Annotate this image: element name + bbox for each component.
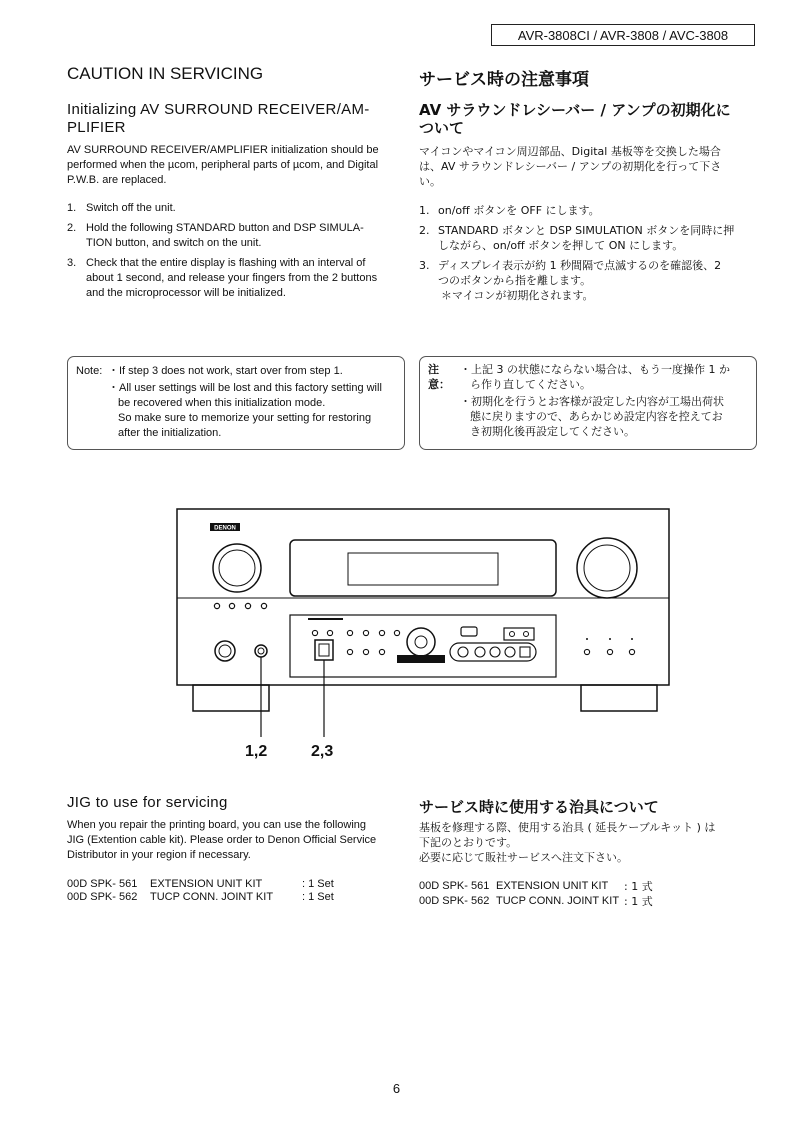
usb-port <box>461 627 477 636</box>
display-screen <box>348 553 498 585</box>
step-number: 1. <box>67 202 77 214</box>
tone-buttons <box>584 649 634 654</box>
model-number-box: AVR-3808CI / AVR-3808 / AVC-3808 <box>491 24 755 46</box>
text-line: ディスプレイ表示が約 1 秒間隔で点滅するのを確認後、2 <box>438 259 722 272</box>
note-box-en <box>67 356 405 450</box>
text-line: ら作り直してください。 <box>470 378 591 391</box>
kit-qty: : 1 Set <box>302 891 334 903</box>
callout-standard: 2,3 <box>311 743 334 760</box>
text-line: be recovered when this initialization mode. <box>118 397 326 409</box>
step-number: 3. <box>419 259 430 272</box>
kit-code: 00D SPK- 561 <box>67 878 138 890</box>
receiver-drawing <box>175 505 670 775</box>
text-line: Distributor in your region if necessary. <box>67 849 251 861</box>
kit-row <box>67 878 407 891</box>
display-window <box>290 540 556 596</box>
text-line: TION button, and switch on the unit. <box>86 237 262 249</box>
kit-qty: : 1 式 <box>624 895 653 908</box>
step-item <box>67 201 407 216</box>
step-number: 1. <box>419 204 430 217</box>
jig-title-jp: サービス時に使用する治具について <box>419 798 659 816</box>
step-item <box>419 223 759 253</box>
page-number: 6 <box>392 1081 401 1096</box>
text-line: 基板を修理する際、使用する治具 ( 延長ケーブルキット ) は <box>419 821 716 834</box>
step-number: 2. <box>419 224 430 237</box>
kit-code: 00D SPK- 562 <box>67 891 138 903</box>
text-line: Hold the following STANDARD button and DSP SIMULA- <box>86 222 364 234</box>
callout-on-off: 1,2 <box>245 743 268 760</box>
jig-paragraph-jp <box>419 820 759 865</box>
text-line: When you repair the printing board, you can use the following <box>67 819 367 831</box>
text-line: い。 <box>419 175 441 188</box>
note-row <box>428 362 748 392</box>
text-line: 態に戻りますので、あらかじめ設定内容を控えてお <box>470 410 723 423</box>
text-line: So make sure to memorize your setting for restoring <box>118 412 372 424</box>
section-title-line: ついて <box>419 119 465 137</box>
av-input-terminals <box>450 643 536 661</box>
kit-row <box>67 891 407 904</box>
text-line: ・初期化を行うとお客様が設定した内容が工場出荷状 <box>460 395 724 408</box>
note-row <box>76 364 396 379</box>
kit-qty: : 1 式 <box>624 880 653 893</box>
intro-paragraph-jp <box>419 144 759 189</box>
text-line: 下記のとおりです。 <box>419 836 518 849</box>
text-line: STANDARD ボタンと DSP SIMULATION ボタンを同時に押 <box>438 224 735 237</box>
text-line: ・All user settings will be lost and this factory setting will <box>108 382 382 394</box>
cursor-pad <box>407 628 435 656</box>
kit-code: 00D SPK- 562 <box>419 895 490 907</box>
text-line: Check that the entire display is flashing with an interval of <box>86 257 366 269</box>
section-title-jp <box>419 101 759 137</box>
note-label: 注意： <box>428 363 450 391</box>
text-line: しながら、on/off ボタンを押して ON にします。 <box>438 239 684 252</box>
step-footnote-jp: ＊マイコンが初期化されます。 <box>441 289 594 302</box>
step-number: 3. <box>67 257 77 269</box>
step-item <box>67 221 407 251</box>
input-buttons-left <box>214 603 266 608</box>
text-line: and the microprocessor will be initialized. <box>86 287 286 299</box>
text-line: マイコンやマイコン周辺部品、Digital 基板等を交換した場合 <box>419 145 721 158</box>
note-bullet-block <box>460 362 730 392</box>
brand-logo: DENON <box>214 525 236 532</box>
kit-list-jp <box>419 879 759 909</box>
note-bullet-block <box>76 381 396 441</box>
step-item <box>419 258 759 288</box>
foot-left <box>193 685 269 711</box>
button-group <box>504 628 534 640</box>
page-title-en: CAUTION IN SERVICING <box>67 64 264 83</box>
text-line: after the initialization. <box>118 427 222 439</box>
text-line: Switch off the unit. <box>86 202 176 214</box>
section-title-line: Initializing AV SURROUND RECEIVER/AM- <box>67 101 370 118</box>
intro-paragraph-en <box>67 143 407 188</box>
kit-qty: : 1 Set <box>302 878 334 890</box>
note-bullet: ・If step 3 does not work, start over from step 1. <box>108 365 343 377</box>
cursor-pad-base <box>397 655 445 663</box>
on-off-button <box>255 645 267 657</box>
note-label: Note: <box>76 365 103 377</box>
page-title-jp: サービス時の注意事項 <box>419 70 589 90</box>
receiver-front-panel-figure <box>175 505 670 775</box>
standard-button <box>315 640 333 660</box>
text-line: ・上記 3 の状態にならない場合は、もう一度操作 1 か <box>460 363 730 376</box>
steps-list-en <box>67 201 407 306</box>
kit-row <box>419 879 759 894</box>
kit-list-en <box>67 878 407 904</box>
note-box-jp <box>419 356 757 450</box>
jig-paragraph-en <box>67 818 407 863</box>
text-line: JIG (Extention cable kit). Please order to Denon Official Service <box>67 834 377 846</box>
note-bullet-block <box>428 394 748 439</box>
text-line: 必要に応じて販社サービスへ注文下さい。 <box>419 851 628 864</box>
text-line: about 1 second, and release your fingers from the 2 buttons <box>86 272 378 284</box>
text-line: つのボタンから指を離します。 <box>438 274 592 287</box>
text-line: P.W.B. are replaced. <box>67 174 167 186</box>
step-number: 2. <box>67 222 77 234</box>
kit-name: TUCP CONN. JOINT KIT <box>496 895 620 907</box>
kit-name: TUCP CONN. JOINT KIT <box>150 891 274 903</box>
flap-buttons <box>312 630 399 654</box>
steps-list-jp <box>419 203 759 290</box>
text-line: performed when the µcom, peripheral parts of µcom, and Digital <box>67 159 379 171</box>
text-line: は、AV サラウンドレシーバー / アンプの初期化を行って下さ <box>419 160 722 173</box>
jig-title-en: JIG to use for servicing <box>67 794 228 811</box>
kit-name: EXTENSION UNIT KIT <box>496 880 609 892</box>
section-title-line: AV サラウンドレシーバー / アンプの初期化に <box>419 101 731 119</box>
section-title-en <box>67 101 407 137</box>
volume-knob-left <box>213 544 261 592</box>
indicator-dots <box>586 638 633 640</box>
text-line: on/off ボタンを OFF にします。 <box>438 204 600 217</box>
section-title-line: PLIFIER <box>67 119 126 136</box>
control-flap-panel <box>290 615 556 677</box>
foot-right <box>581 685 657 711</box>
kit-name: EXTENSION UNIT KIT <box>150 878 263 890</box>
master-volume-knob <box>577 538 637 598</box>
kit-code: 00D SPK- 561 <box>419 880 490 892</box>
knob-inner <box>219 550 255 586</box>
kit-row <box>419 894 759 909</box>
text-line: AV SURROUND RECEIVER/AMPLIFIER initialization should be <box>67 144 379 156</box>
power-switch <box>215 641 235 661</box>
knob-inner <box>584 545 630 591</box>
step-item <box>419 203 759 218</box>
step-item <box>67 256 407 301</box>
text-line: き初期化後再設定してください。 <box>470 425 635 438</box>
